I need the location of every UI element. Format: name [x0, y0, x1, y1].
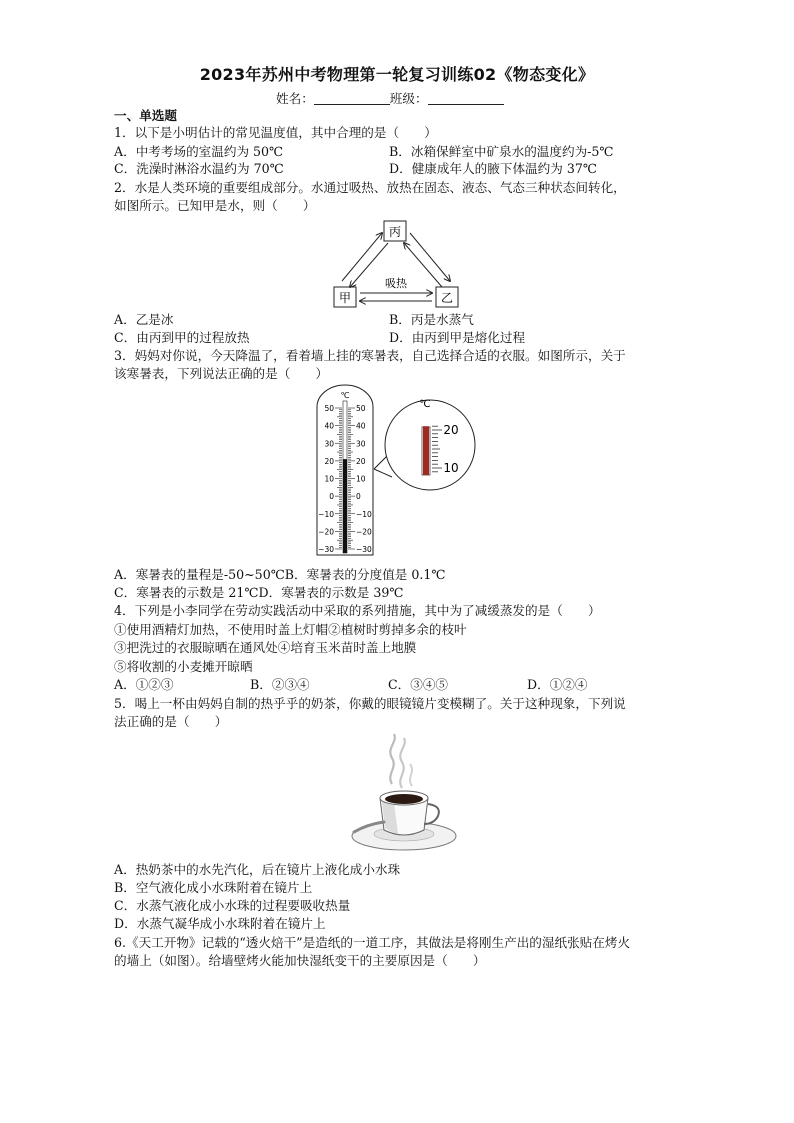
q1-option-b: B．冰箱保鲜室中矿泉水的温度约为-5℃ — [389, 144, 614, 159]
q6-stem-line2: 的墙上（如图）。给墙壁烤火能加快湿纸变干的主要原因是（ ） — [114, 953, 486, 968]
q6-stem-line1: 6.《天工开物》记载的“透火焙干”是造纸的一道工序，其做法是将刚生产出的湿纸张贴在烤火 — [114, 935, 631, 950]
q4-option-a: A．①②③ — [114, 677, 174, 692]
name-label: 姓名： — [276, 91, 314, 106]
q2-option-d: D．由丙到甲是熔化过程 — [389, 330, 526, 345]
q4-statement-line3: ⑤将收割的小麦摊开晾晒 — [114, 659, 253, 674]
box-right-label: 乙 — [440, 291, 454, 305]
state-change-diagram — [326, 217, 466, 312]
box-top-label: 丙 — [388, 225, 402, 239]
q1-option-c: C．洗澡时淋浴水温约为 70℃ — [114, 161, 284, 176]
scale-label-left: 50 — [324, 404, 334, 413]
thermometer-unit: ℃ — [340, 391, 350, 400]
class-field[interactable] — [428, 91, 504, 105]
q2-stem-line2: 如图所示。已知甲是水，则（ ） — [114, 198, 316, 213]
scale-label-left: 20 — [324, 456, 334, 466]
q4-option-d: D．①②④ — [527, 677, 588, 692]
steam-middle — [400, 738, 405, 788]
thermometer-liquid — [343, 459, 347, 553]
q2-option-c: C．由丙到甲的过程放热 — [114, 330, 250, 345]
scale-label-right: 50 — [356, 404, 366, 413]
zoom-pointer-line-lower — [374, 469, 392, 477]
class-label: 班级： — [389, 91, 428, 106]
q5-option-b: B．空气液化成小水珠附着在镜片上 — [114, 880, 313, 895]
scale-label-right: 40 — [356, 421, 366, 431]
q5-option-c: C．水蒸气液化成小水珠的过程要吸收热量 — [114, 898, 351, 913]
zoom-label-20: 20 — [443, 423, 459, 437]
student-info-line — [276, 88, 504, 107]
scale-label-right: 20 — [356, 456, 366, 466]
scale-label-left: −20 — [318, 527, 334, 537]
scale-label-left: 30 — [324, 439, 334, 449]
q3-options-cd: C．寒暑表的示数是 21℃D．寒暑表的示数是 39℃ — [114, 585, 404, 600]
q5-stem-line1: 5．喝上一杯由妈妈自制的热乎乎的奶茶，你戴的眼镜镜片变模糊了。关于这种现象，下列说 — [114, 696, 626, 711]
scale-label-right: −30 — [356, 545, 372, 554]
box-left-label: 甲 — [338, 291, 352, 305]
q4-option-b: B．②③④ — [250, 677, 310, 692]
q3-stem-line2: 该寒暑表，下列说法正确的是（ ） — [114, 366, 329, 381]
scale-label-right: 30 — [356, 439, 366, 449]
q1-stem: 1．以下是小明估计的常见温度值，其中合理的是（ ） — [114, 125, 437, 140]
q2-option-b: B．丙是水蒸气 — [389, 312, 474, 327]
q2-option-a: A．乙是冰 — [114, 312, 174, 327]
steam-right — [410, 764, 412, 786]
scale-label-right: 10 — [356, 474, 366, 484]
q4-statement-line2: ③把洗过的衣服晾晒在通风处④培育玉米苗时盖上地膜 — [114, 640, 417, 655]
scale-label-right: −20 — [356, 527, 372, 537]
steam-left — [390, 734, 395, 784]
q5-option-d: D．水蒸气凝华成小水珠附着在镜片上 — [114, 916, 326, 931]
scale-label-left: 10 — [324, 474, 334, 484]
name-field[interactable] — [314, 91, 390, 105]
section-heading: 一、单选题 — [114, 108, 177, 123]
q1-option-d: D．健康成年人的腋下体温约为 37℃ — [389, 161, 597, 176]
scale-label-left: −10 — [318, 509, 334, 519]
scale-label-left: −30 — [318, 545, 334, 554]
q2-stem-line1: 2．水是人类环境的重要组成部分。水通过吸热、放热在固态、液态、气态三种状态间转化， — [114, 180, 626, 195]
scale-label-left: 0 — [329, 492, 334, 502]
page-title: 2023年苏州中考物理第一轮复习训练02《物态变化》 — [199, 65, 595, 84]
zoom-unit: ℃ — [419, 399, 431, 410]
q4-statement-line1: ①使用酒精灯加热，不使用时盖上灯帽②植树时剪掉多余的枝叶 — [114, 622, 467, 637]
q3-stem-line1: 3．妈妈对你说，今天降温了，看着墙上挂的寒暑表，自己选择合适的衣服。如图所示，关于 — [114, 348, 626, 363]
coffee-cup-figure — [344, 732, 462, 858]
zoom-liquid — [423, 426, 429, 475]
zoom-label-10: 10 — [443, 461, 459, 475]
arrow-label: 吸热 — [385, 277, 407, 290]
scale-label-left: 40 — [324, 421, 334, 431]
q3-options-ab: A．寒暑表的量程是-50~50℃B．寒暑表的分度值是 0.1℃ — [114, 567, 446, 582]
scale-label-right: −10 — [356, 509, 372, 519]
q5-stem-line2: 法正确的是（ ） — [114, 714, 228, 729]
q1-option-a: A．中考考场的室温约为 50℃ — [114, 144, 284, 159]
coffee-surface — [385, 794, 423, 804]
scale-label-right: 0 — [356, 492, 361, 502]
q4-stem: 4．下列是小李同学在劳动实践活动中采取的系列措施，其中为了减缓蒸发的是（ ） — [114, 603, 601, 618]
thermometer-figure — [312, 383, 484, 563]
q4-option-c: C．③④⑤ — [388, 677, 449, 692]
q5-option-a: A．热奶茶中的水先汽化，后在镜片上液化成小水珠 — [114, 862, 401, 877]
